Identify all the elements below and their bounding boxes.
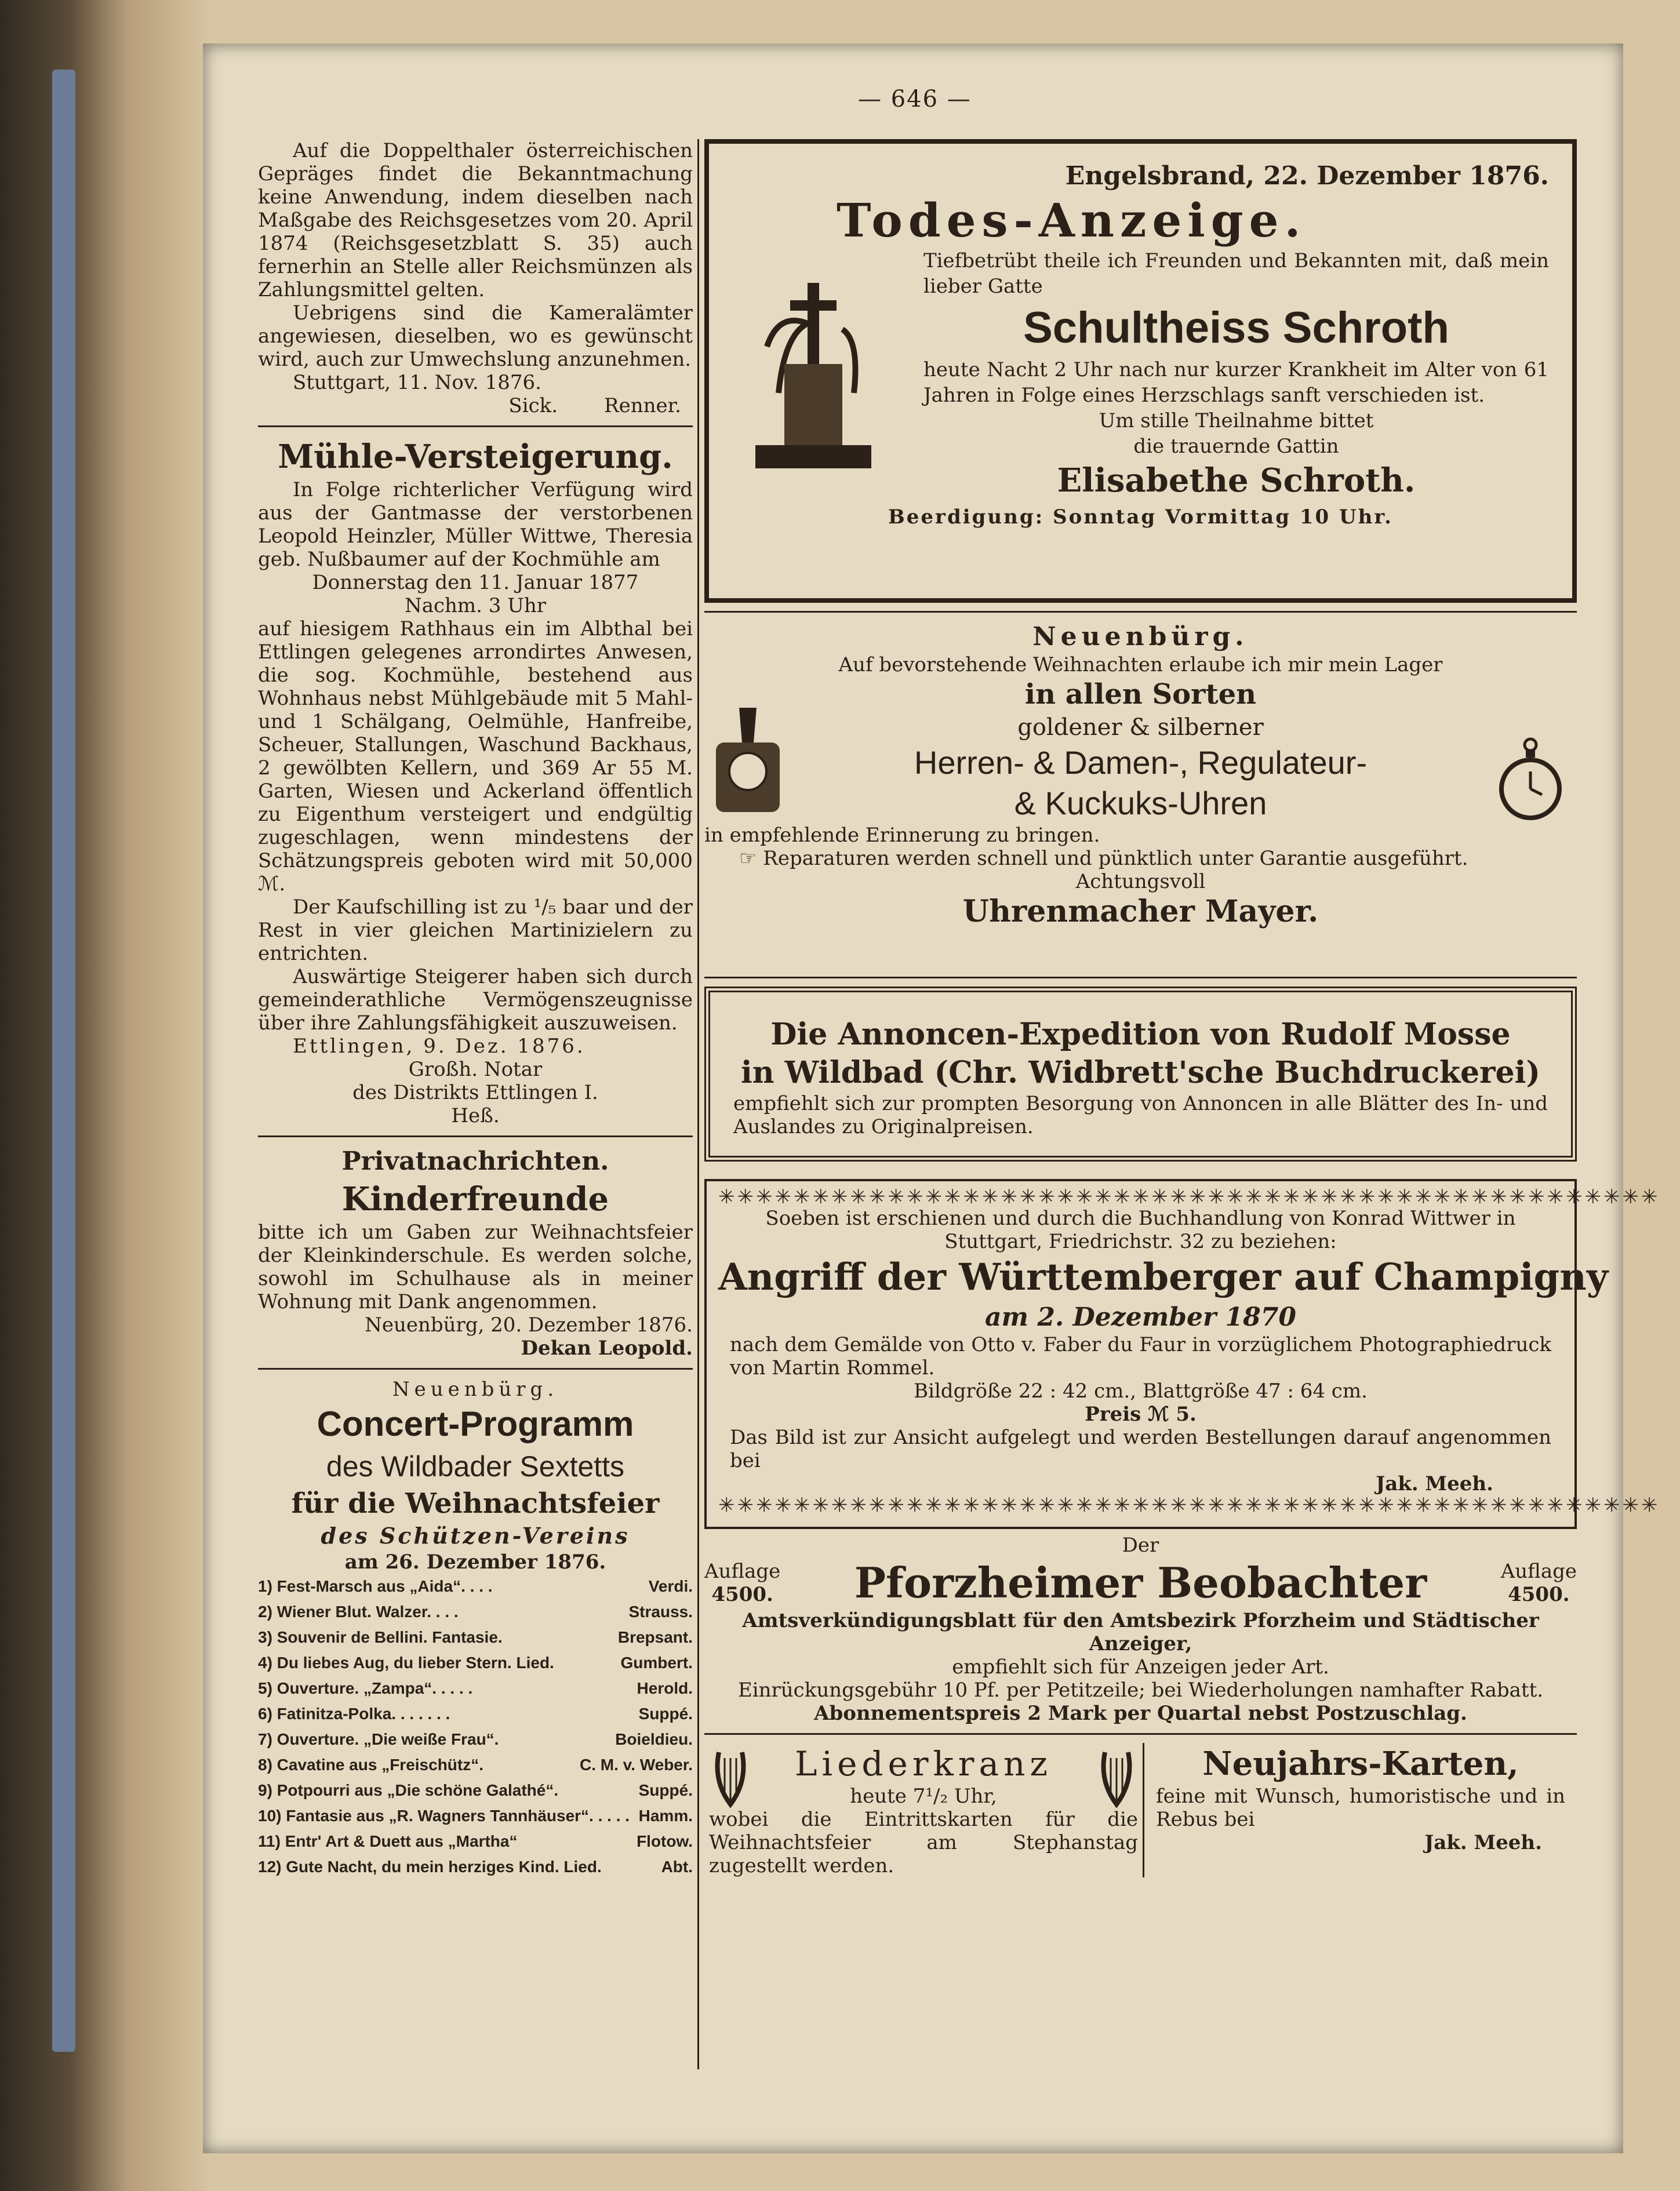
private-title: Kinderfreunde bbox=[341, 1180, 609, 1218]
mill-auction bbox=[258, 435, 693, 1127]
auction-place-date: Ettlingen, 9. Dez. 1876. bbox=[293, 1035, 586, 1058]
death-place-date: Engelsbrand, 22. Dezember 1876. bbox=[1065, 161, 1549, 191]
program-item-title: 5) Ouverture. „Zampa“. . . . . bbox=[258, 1679, 473, 1697]
program-item bbox=[258, 1574, 693, 1599]
mosse-title: Die Annoncen-Expedition von Rudolf Mosse bbox=[770, 1017, 1511, 1052]
program-item-composer: Verdi. bbox=[648, 1577, 693, 1595]
program-item-title: 8) Cavatine aus „Freischütz“. bbox=[258, 1756, 484, 1774]
program-item-title: 3) Souvenir de Bellini. Fantasie. bbox=[258, 1628, 503, 1646]
newyear-sign: Jak. Meeh. bbox=[1424, 1831, 1542, 1854]
page-number: — 646 — bbox=[858, 86, 972, 112]
beobachter-line1: Amtsverkündigungsblatt für den Amtsbezirk Pforzheim und Städtischer Anzeiger, bbox=[742, 1609, 1539, 1655]
watch-line4: Herren- & Damen-, Regulateur- bbox=[914, 744, 1368, 781]
beobachter-line3: Einrückungsgebühr 10 Pf. per Petitzeile; bei Wiederholungen namhafter Rabatt. bbox=[737, 1679, 1544, 1702]
program-item-title: 9) Potpourri aus „Die schöne Galathé“. bbox=[258, 1781, 559, 1799]
champigny-ad bbox=[704, 1179, 1660, 1529]
picture-line2: nach dem Gemälde von Otto v. Faber du Faur in vorzüglichem Photographiedruck von Martin Rommel. bbox=[730, 1333, 1551, 1380]
signature-sick: Sick. bbox=[508, 394, 558, 417]
pointing-hand-icon: ☞ bbox=[739, 847, 757, 870]
program-item bbox=[258, 1650, 693, 1676]
program-item bbox=[258, 1701, 693, 1727]
picture-line3: Das Bild ist zur Ansicht aufgelegt und werden Bestellungen darauf angenommen bei bbox=[730, 1426, 1551, 1472]
private-text: bitte ich um Gaben zur Weihnachtsfeier der Kleinkinderschule. Es werden solche, sowohl im Schulhause als in meiner Wohnung mit Dank angenommen. bbox=[258, 1221, 693, 1313]
auction-p3: Der Kaufschilling ist zu ¹/₅ baar und der Rest in vier gleichen Martinizielern zu entrichten. bbox=[258, 896, 693, 965]
notice-text-2: Uebrigens sind die Kameralämter angewiesen, dieselben, wo es gewünscht wird, auch zur Umwechslung anzunehmen. bbox=[258, 301, 693, 371]
watch-line7: Reparaturen werden schnell und pünktlich unter Garantie ausgeführt. bbox=[763, 847, 1468, 870]
beobachter-title: Pforzheimer Beobachter bbox=[854, 1558, 1427, 1607]
auction-office-2: des Distrikts Ettlingen I. bbox=[352, 1081, 598, 1104]
picture-sign: Jak. Meeh. bbox=[1376, 1472, 1493, 1495]
beobachter-line4: Abonnementspreis 2 Mark per Quartal nebst Postzuschlag. bbox=[814, 1702, 1467, 1725]
program-item bbox=[258, 1752, 693, 1778]
auflage-right bbox=[1501, 1560, 1577, 1606]
auflage-left-label: Auflage bbox=[704, 1560, 781, 1583]
divider bbox=[704, 977, 1577, 978]
left-column bbox=[258, 139, 693, 1880]
program-item-composer: Gumbert. bbox=[620, 1654, 693, 1672]
pocket-watch-icon bbox=[1496, 737, 1565, 829]
auction-time: Nachm. 3 Uhr bbox=[404, 594, 547, 617]
program-item-title: 1) Fest-Marsch aus „Aida“. . . . bbox=[258, 1577, 493, 1595]
program-item-composer: Hamm. bbox=[638, 1807, 693, 1825]
program-item-title: 7) Ouverture. „Die weiße Frau“. bbox=[258, 1730, 499, 1748]
program-item bbox=[258, 1727, 693, 1752]
concert-place: Neuenbürg. bbox=[392, 1378, 559, 1401]
divider bbox=[704, 1733, 1577, 1735]
program-item bbox=[258, 1676, 693, 1701]
right-column bbox=[704, 139, 1660, 1877]
picture-title: Angriff der Württemberger auf Champigny bbox=[718, 1255, 1608, 1299]
watch-line7-row bbox=[704, 847, 1577, 870]
lyre-icon bbox=[710, 1746, 751, 1810]
death-line2: heute Nacht 2 Uhr nach nur kurzer Krankheit im Alter von 61 Jahren in Folge eines Herzschlags sanft verschieden ist. bbox=[923, 358, 1549, 407]
signature-renner: Renner. bbox=[604, 394, 681, 417]
bottom-ads bbox=[704, 1743, 1577, 1877]
deceased-name: Schultheiss Schroth bbox=[1023, 303, 1449, 352]
newyear-title: Neujahrs-Karten, bbox=[1202, 1745, 1519, 1783]
private-heading: Privatnachrichten. bbox=[341, 1147, 609, 1176]
program-item-title: 12) Gute Nacht, du mein herziges Kind. Lied. bbox=[258, 1858, 602, 1876]
program-item bbox=[258, 1625, 693, 1650]
auction-p4: Auswärtige Steigerer haben sich durch gemeinderathliche Vermögenszeugnisse über ihre Zahlungsfähigkeit auszuweisen. bbox=[258, 965, 693, 1035]
concert-program bbox=[258, 1378, 693, 1880]
private-notes bbox=[258, 1145, 693, 1360]
liederkranz-line1: heute 7¹/₂ Uhr, bbox=[850, 1785, 997, 1808]
watch-line8: Achtungsvoll bbox=[1075, 870, 1206, 893]
ornament-border-top: ✳✳✳✳✳✳✳✳✳✳✳✳✳✳✳✳✳✳✳✳✳✳✳✳✳✳✳✳✳✳✳✳✳✳✳✳✳✳✳✳✳✳✳✳✳✳✳✳✳✳ bbox=[718, 1185, 1660, 1209]
beobachter-ad bbox=[704, 1529, 1577, 1725]
concert-date: am 26. Dezember 1876. bbox=[344, 1551, 606, 1574]
concert-line4: des Schützen-Vereins bbox=[321, 1523, 630, 1549]
program-item-composer: Abt. bbox=[661, 1858, 693, 1876]
program-item-composer: Flotow. bbox=[637, 1832, 693, 1850]
program-item bbox=[258, 1803, 693, 1829]
newyear-text: feine mit Wunsch, humoristische und in Rebus bei bbox=[1156, 1785, 1565, 1831]
auflage-left-value: 4500. bbox=[711, 1583, 773, 1606]
mosse-text: empfiehlt sich zur prompten Besorgung von Annoncen in alle Blätter des In- und Auslandes zu Originalpreisen. bbox=[733, 1092, 1548, 1138]
death-title: Todes-Anzeige. bbox=[837, 193, 1307, 248]
liederkranz-line2: wobei die Eintrittskarten für die Weihnachtsfeier am Stephanstag zugestellt werden. bbox=[709, 1808, 1138, 1877]
cross-willow-icon bbox=[744, 277, 883, 486]
book-spine bbox=[52, 70, 75, 2052]
auction-p1: In Folge richterlicher Verfügung wird aus der Gantmasse der verstorbenen Leopold Heinzler, Müller Wittwe, Theresia geb. Nußbaumer auf der Kochmühle am bbox=[258, 478, 693, 571]
death-line4: die trauernde Gattin bbox=[1133, 435, 1339, 458]
divider bbox=[258, 1135, 693, 1137]
program-item-composer: Strauss. bbox=[628, 1603, 693, 1621]
divider bbox=[704, 611, 1577, 613]
auflage-left bbox=[704, 1560, 780, 1606]
program-item-composer: Brepsant. bbox=[617, 1628, 693, 1646]
watch-line3: goldener & silberner bbox=[1017, 714, 1264, 741]
program-item bbox=[258, 1778, 693, 1803]
program-item-title: 10) Fantasie aus „R. Wagners Tannhäuser“. . . . . bbox=[258, 1807, 630, 1825]
program-item-composer: C. M. v. Weber. bbox=[579, 1756, 693, 1774]
watch-line5: & Kuckuks-Uhren bbox=[1014, 785, 1267, 821]
auction-date: Donnerstag den 11. Januar 1877 bbox=[312, 571, 639, 594]
picture-price: Preis ℳ 5. bbox=[1085, 1403, 1197, 1426]
program-item-composer: Herold. bbox=[637, 1679, 693, 1697]
program-item-title: 11) Entr' Art & Duett aus „Martha“ bbox=[258, 1832, 518, 1850]
auction-office: Großh. Notar bbox=[408, 1058, 543, 1081]
picture-line1: Soeben ist erschienen und durch die Buchhandlung von Konrad Wittwer in Stuttgart, Friedrichstr. 32 zu beziehen: bbox=[765, 1207, 1516, 1253]
program-item-title: 2) Wiener Blut. Walzer. . . . bbox=[258, 1603, 459, 1621]
picture-size: Bildgröße 22 : 42 cm., Blattgröße 47 : 64 cm. bbox=[914, 1380, 1368, 1403]
currency-notice bbox=[258, 139, 693, 417]
divider bbox=[258, 1368, 693, 1370]
program-item-composer: Boieldieu. bbox=[615, 1730, 693, 1748]
mosse-ad bbox=[704, 987, 1577, 1162]
concert-line3: für die Weihnachtsfeier bbox=[291, 1487, 660, 1520]
death-line3: Um stille Theilnahme bittet bbox=[1099, 409, 1374, 432]
concert-line2: des Wildbader Sextetts bbox=[326, 1450, 625, 1483]
auction-title: Mühle-Versteigerung. bbox=[278, 438, 673, 476]
liederkranz-ad bbox=[704, 1743, 1144, 1877]
auflage-right-value: 4500. bbox=[1508, 1583, 1570, 1606]
column-divider bbox=[697, 139, 699, 2069]
mosse-line2: in Wildbad (Chr. Widbrett'sche Buchdruckerei) bbox=[741, 1055, 1540, 1090]
notice-signatures bbox=[258, 394, 693, 417]
program-item bbox=[258, 1599, 693, 1625]
program-item-composer: Suppé. bbox=[638, 1705, 693, 1723]
program-item bbox=[258, 1854, 693, 1880]
auction-sign: Heß. bbox=[451, 1104, 500, 1127]
lyre-icon-right bbox=[1096, 1746, 1137, 1810]
mantel-clock-icon bbox=[704, 702, 791, 818]
liederkranz-title: Liederkranz bbox=[795, 1744, 1052, 1784]
watch-line6: in empfehlende Erinnerung zu bringen. bbox=[704, 824, 1100, 847]
program-item-title: 4) Du liebes Aug, du lieber Stern. Lied. bbox=[258, 1654, 554, 1672]
watchmaker-ad bbox=[704, 621, 1577, 969]
ornament-border-bottom: ✳✳✳✳✳✳✳✳✳✳✳✳✳✳✳✳✳✳✳✳✳✳✳✳✳✳✳✳✳✳✳✳✳✳✳✳✳✳✳✳✳✳✳✳✳✳✳✳✳✳ bbox=[718, 1494, 1660, 1517]
private-sign: Dekan Leopold. bbox=[521, 1337, 693, 1360]
death-notice bbox=[704, 139, 1577, 603]
divider bbox=[258, 425, 693, 427]
newyear-ad bbox=[1144, 1743, 1577, 1877]
watch-place: Neuenbürg. bbox=[1032, 622, 1249, 652]
beobachter-line2: empfiehlt sich für Anzeigen jeder Art. bbox=[952, 1655, 1329, 1679]
beobachter-der: Der bbox=[1122, 1534, 1159, 1557]
program-item-composer: Suppé. bbox=[638, 1781, 693, 1799]
program-list bbox=[258, 1574, 693, 1880]
program-item-title: 6) Fatinitza-Polka. . . . . . . bbox=[258, 1705, 450, 1723]
watch-line2: in allen Sorten bbox=[1024, 678, 1257, 711]
funeral-info: Beerdigung: Sonntag Vormittag 10 Uhr. bbox=[888, 505, 1393, 529]
auction-p2: auf hiesigem Rathhaus ein im Albthal bei Ettlingen gelegenes arrondirtes Anwesen, die sog. Kochmühle, bestehend aus Wohnhaus nebst Mühlgebäude mit 5 Mahl- und 1 Schälgang, Oelmühle, Hanfreibe, Scheuer, Stallungen, Waschund Backhaus, 2 gewölbten Kellern, und 369 Ar 55 M. Garten, Wiesen und Ackerland öffentlich zu Eigenthum versteigert und endgültig zugeschlagen, wenn mindestens der Schätzungspreis geboten wird mit 50,000 ℳ. bbox=[258, 617, 693, 896]
program-item bbox=[258, 1829, 693, 1854]
picture-date: am 2. Dezember 1870 bbox=[984, 1302, 1297, 1332]
concert-title: Concert-Programm bbox=[317, 1404, 634, 1443]
auflage-right-label: Auflage bbox=[1500, 1560, 1577, 1583]
watchmaker-sign: Uhrenmacher Mayer. bbox=[962, 894, 1319, 929]
private-place-date: Neuenbürg, 20. Dezember 1876. bbox=[365, 1313, 693, 1337]
death-line1: Tiefbetrübt theile ich Freunden und Bekannten mit, daß mein lieber Gatte bbox=[923, 249, 1549, 298]
watch-line1: Auf bevorstehende Weihnachten erlaube ich mir mein Lager bbox=[838, 653, 1443, 676]
notice-place-date: Stuttgart, 11. Nov. 1876. bbox=[293, 371, 541, 394]
notice-text: Auf die Doppelthaler österreichischen Gepräges findet die Bekanntmachung keine Anwendung, indem dieselben nach Maßgabe des Reichsgesetzes vom 20. April 1874 (Reichsgesetzblatt S. 35) auch fernerhin an Stelle aller Reichsmünzen als Zahlungsmittel gelten. bbox=[258, 139, 693, 301]
widow-name: Elisabethe Schroth. bbox=[1057, 461, 1416, 500]
